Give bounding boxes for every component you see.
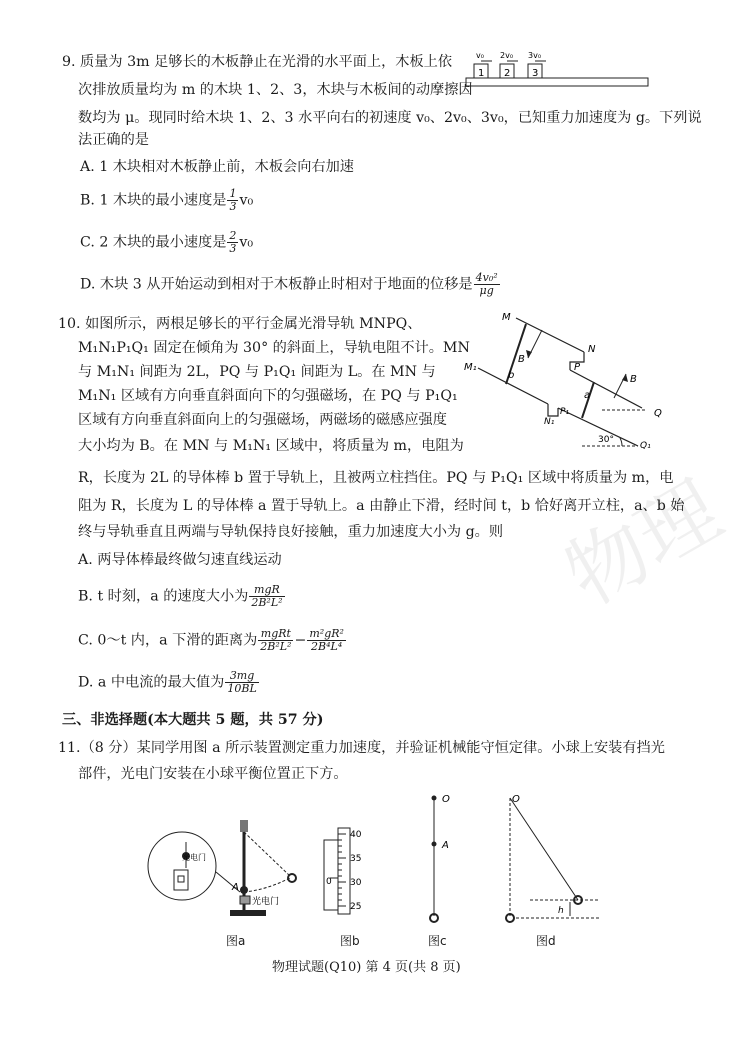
q9-line2: 次排放质量均为 m 的木块 1、2、3，木块与木板间的动摩擦因 [78,82,473,98]
zoom-gate-label: 光电门 [182,853,206,862]
q10-line8: 阻为 R，长度为 L 的导体棒 a 置于导轨上。a 由静止下滑，经时间 t，b 恰好离开立柱，a、b 始 [78,498,685,514]
page-footer: 物理试题(Q10) 第 4 页(共 8 页) [272,960,461,975]
scale-30: 30 [350,878,362,888]
step-N1-P1 [548,404,558,416]
q10-option-a: A. 两导体棒最终做匀速直线运动 [78,552,282,568]
label-N1: N₁ [544,417,555,427]
label-B-up: B [630,374,637,385]
q10-line4: M₁N₁ 区域有方向垂直斜面向下的匀强磁场，在 PQ 与 P₁Q₁ [78,388,458,404]
board [466,78,648,86]
label-b: b [508,370,515,381]
block-3-label: 3 [532,68,539,79]
figure-b [320,826,370,916]
point-O-d: O [512,794,520,805]
label-B-down: B [518,354,525,365]
watermark: 物理 [550,463,737,624]
q10-line6: 大小均为 B。在 MN 与 M₁N₁ 区域中，将质量为 m，电阻为 [78,438,464,454]
label-M: M [502,312,511,323]
q10-option-d: D. a 中电流的最大值为 $\frac{3mg}{10BL}$ [78,669,257,695]
label-P1: P₁ [560,407,570,417]
figure-a [146,812,316,932]
figure-d [500,792,610,928]
point-A-c: A [442,840,449,851]
label-Q: Q [654,408,662,419]
q9-line4: 法正确的是 [78,132,149,148]
q10-option-b: B. t 时刻，a 的速度大小为 $\frac{\text{mgR}}{\text{2B²L²}}$ [78,583,283,609]
block-1-label: 1 [478,68,485,79]
q11-line1: 11.（8 分）某同学用图 a 所示装置测定重力加速度，并验证机械能守恒定律。小球上安装有挡光 [58,740,665,756]
q9-option-a: A. 1 木块相对木板静止前，木板会向右加速 [80,159,354,175]
point-O-c: O [442,794,450,805]
q10-line2: M₁N₁P₁Q₁ 固定在倾角为 30° 的斜面上，导轨电阻不计。MN [78,340,470,356]
q10-figure [462,306,674,454]
q11-line2: 部件，光电门安装在小球平衡位置正下方。 [78,766,348,782]
q10-line9: 终与导轨垂直且两端与导轨保持良好接触，重力加速度大小为 g。则 [78,524,504,540]
scale-35: 35 [350,854,362,864]
q9-option-d: D. 木块 3 从开始运动到相对于木板静止时相对于地面的位移是 $\frac{\text{4v₀²}}{\mu g}$ [80,271,498,297]
section-title: 三、非选择题(本大题共 5 题，共 57 分) [62,712,324,728]
q10-line1: 10. 如图所示，两根足够长的平行金属光滑导轨 MNPQ、 [58,316,422,332]
q10-line5: 区域有方向垂直斜面向上的匀强磁场，两磁场的磁感应强度 [78,412,447,428]
q9-option-c: C. 2 木块的最小速度是 $\frac{2}{3}$ v₀ [80,229,254,255]
q9-line3: 数均为 μ。现同时给木块 1、2、3 水平向右的初速度 v₀、2v₀、3v₀，已知重力加速度为 g。下列说 [78,110,702,126]
q10-line3: 与 M₁N₁ 间距为 2L，PQ 与 P₁Q₁ 间距为 L。在 MN 与 [78,364,436,380]
scale-40: 40 [350,830,362,840]
point-A-a: A [232,882,239,893]
v-label-1: v₀ [476,51,484,60]
figure-c [418,792,458,928]
v-label-2: 2v₀ [500,51,514,60]
q10-option-c: C. 0～t 内，a 下滑的距离为 $\frac{\text{mgRt}}{\text{2B²L²}}$ − $\frac{\text{m²gR²}}{\text{2B⁴L⁴}}$ [78,627,344,653]
caption-fig-d: 图d [536,934,556,948]
q10-line7: R，长度为 2L 的导体棒 b 置于导轨上，且被两立柱挡住。PQ 与 P₁Q₁ 区域中将质量为 m，电 [78,470,674,486]
label-Q1: Q₁ [640,441,651,451]
scale-25: 25 [350,902,362,912]
rail-MN [516,318,584,352]
label-M1: M₁ [464,362,477,373]
label-P: P [574,362,581,373]
label-angle: 30° [598,435,614,445]
q9-line1: 9. 质量为 3m 足够长的木板静止在光滑的水平面上，木板上依 [62,54,453,70]
v-label-3: 3v₀ [528,51,542,60]
caption-fig-a: 图a [226,934,246,948]
label-N: N [588,344,596,355]
block-2-label: 2 [504,68,511,79]
scale-zero: 0 [326,877,332,887]
caption-fig-b: 图b [340,934,360,948]
caption-fig-c: 图c [428,934,447,948]
q9-figure [462,46,652,90]
gate-label: 光电门 [252,897,280,907]
q9-option-b: B. 1 木块的最小速度是 $\frac{1}{3}$ v₀ [80,187,254,213]
height-h: h [558,906,564,916]
label-a: a [584,390,591,401]
